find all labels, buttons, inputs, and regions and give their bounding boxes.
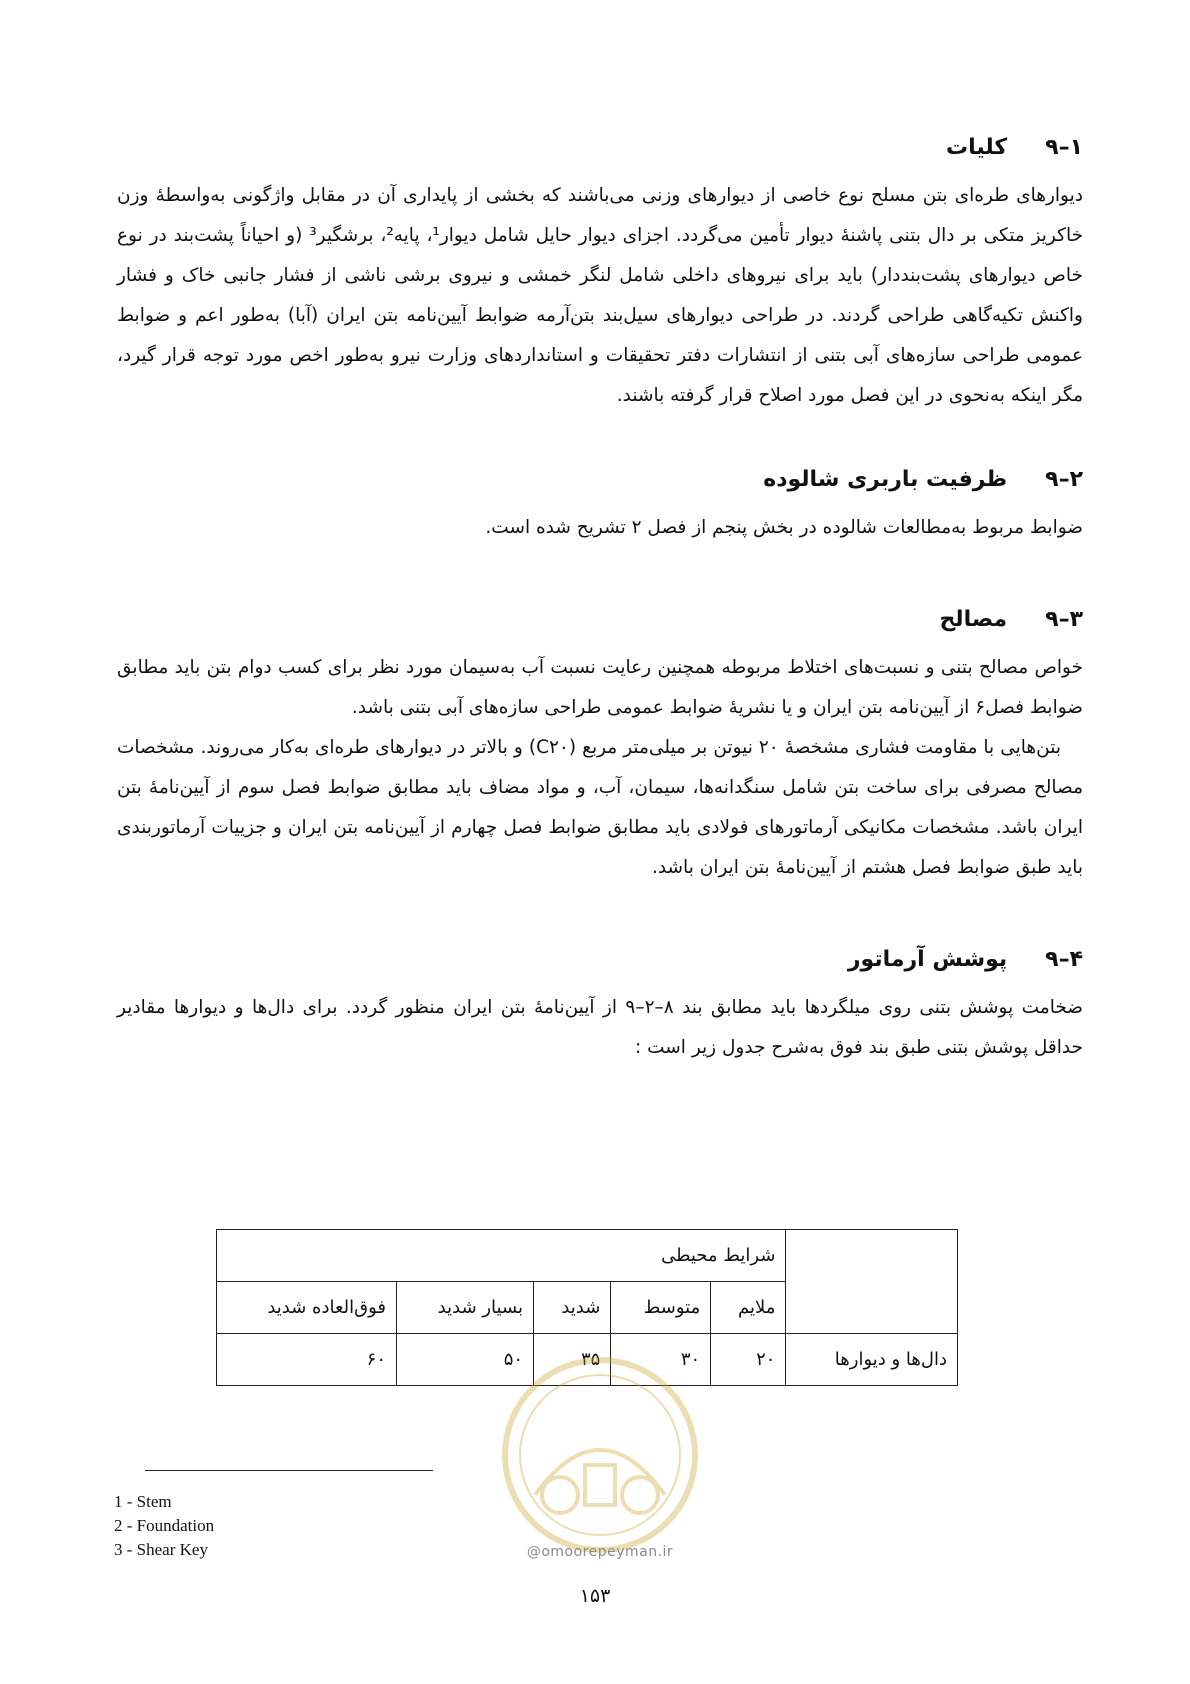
section-title: پوشش آرماتور	[847, 947, 1008, 972]
watermark-site-text: @omoorepeyman.ir	[526, 1544, 674, 1560]
table-header-row	[217, 1230, 958, 1282]
section-number: ۹–۲	[1045, 467, 1083, 492]
row-label: دال‌ها و دیوارها	[786, 1334, 958, 1386]
table-cell: ۲۰	[711, 1334, 786, 1386]
table-cell: ۳۵	[534, 1334, 611, 1386]
table-row	[217, 1334, 958, 1386]
table-cell: ۵۰	[397, 1334, 534, 1386]
table-cell: ۶۰	[217, 1334, 397, 1386]
footnote-item: 2 - Foundation	[114, 1516, 215, 1535]
column-header: متوسط	[611, 1282, 711, 1334]
column-header: فوق‌العاده شدید	[217, 1282, 397, 1334]
paragraph-materials-1: خواص مصالح بتنی و نسبت‌های اختلاط مربوطه همچنین رعایت نسبت آب به‌سیمان مورد نظر برای کسب دوام بتن باید مطابق ضوابط فصل۶ از آیین‌نامه بتن ایران و یا نشریهٔ ضوابط عمومی طراحی سازه‌های آبی بتنی باشد.	[117, 657, 1083, 718]
section-title: کلیات	[946, 135, 1008, 160]
main-content	[117, 120, 1083, 1068]
paragraph-rebar-cover: ضخامت پوشش بتنی روی میلگردها باید مطابق بند ۸–۲–۹ از آیین‌نامهٔ بتن ایران منظور گردد. برای دال‌ها و دیوارها مقادیر حداقل پوشش بتنی طبق بند فوق به‌شرح جدول زیر است :	[117, 997, 1083, 1058]
section-heading-bearing-capacity	[117, 452, 1083, 508]
section-number: ۹–۱	[1045, 135, 1083, 160]
page-number: ۱۵۳	[579, 1585, 611, 1607]
section-heading-materials	[117, 592, 1083, 648]
footnote-divider	[145, 1470, 433, 1471]
section-title: مصالح	[939, 607, 1008, 632]
footnote-item: 3 - Shear Key	[114, 1540, 208, 1559]
column-header: بسیار شدید	[397, 1282, 534, 1334]
section-number: ۹–۴	[1045, 947, 1083, 972]
paragraph-materials-2: بتن‌هایی با مقاومت فشاری مشخصهٔ ۲۰ نیوتن بر میلی‌متر مربع (C۲۰) و بالاتر در دیوارهای طره‌ای به‌کار می‌روند. مشخصات مصالح مصرفی برای ساخت بتن شامل سنگدانه‌ها، سیمان، آب، و مواد مضاف باید مطابق ضوابط فصل سوم از آیین‌نامهٔ بتن ایران باشد. مشخصات مکانیکی آرماتورهای فولادی باید مطابق ضوابط فصل چهارم از آیین‌نامه بتن ایران و جزییات آرماتوربندی باید طبق ضوابط فصل هشتم از آیین‌نامهٔ بتن ایران باشد.	[117, 737, 1083, 878]
section-heading-rebar-cover	[117, 932, 1083, 988]
section-title: ظرفیت باربری شالوده	[763, 467, 1008, 492]
concrete-cover-table	[216, 1229, 958, 1386]
column-header: ملایم	[711, 1282, 786, 1334]
paragraph-general: دیوارهای طره‌ای بتن مسلح نوع خاصی از دیوارهای وزنی می‌باشند که بخشی از پایداری آن در مقابل واژگونی به‌واسطهٔ وزن خاکریز متکی بر دال بتنی پاشنهٔ دیوار تأمین می‌گردد. اجزای دیوار حایل شامل دیوار¹، پایه²، برشگیر³ (و احیاناً پشت‌بند در نوع خاص دیوارهای پشت‌بنددار) باید برای نیروهای داخلی شامل لنگر خمشی و نیروی برشی ناشی از فشار جانبی خاک و فشار واکنش تکیه‌گاهی طراحی گردند. در طراحی دیوارهای سیل‌بند بتن‌آرمه ضوابط آیین‌نامه بتن ایران (آبا) به‌طور اعم و ضوابط عمومی طراحی سازه‌های آبی بتنی از انتشارات دفتر تحقیقات و استانداردهای وزارت نیرو به‌طور اخص مورد توجه قرار گیرد، مگر اینکه به‌نحوی در این فصل مورد اصلاح قرار گرفته باشند.	[117, 185, 1084, 406]
section-heading-general	[117, 120, 1083, 176]
footnotes	[114, 1490, 214, 1562]
table-corner-cell	[786, 1230, 958, 1334]
column-header: شدید	[534, 1282, 611, 1334]
footnote-item: 1 - Stem	[114, 1492, 172, 1511]
table-group-header: شرایط محیطی	[217, 1230, 786, 1282]
section-number: ۹–۳	[1045, 607, 1083, 632]
paragraph-bearing-capacity: ضوابط مربوط به‌مطالعات شالوده در بخش پنجم از فصل ۲ تشریح شده است.	[485, 517, 1083, 538]
table-cell: ۳۰	[611, 1334, 711, 1386]
